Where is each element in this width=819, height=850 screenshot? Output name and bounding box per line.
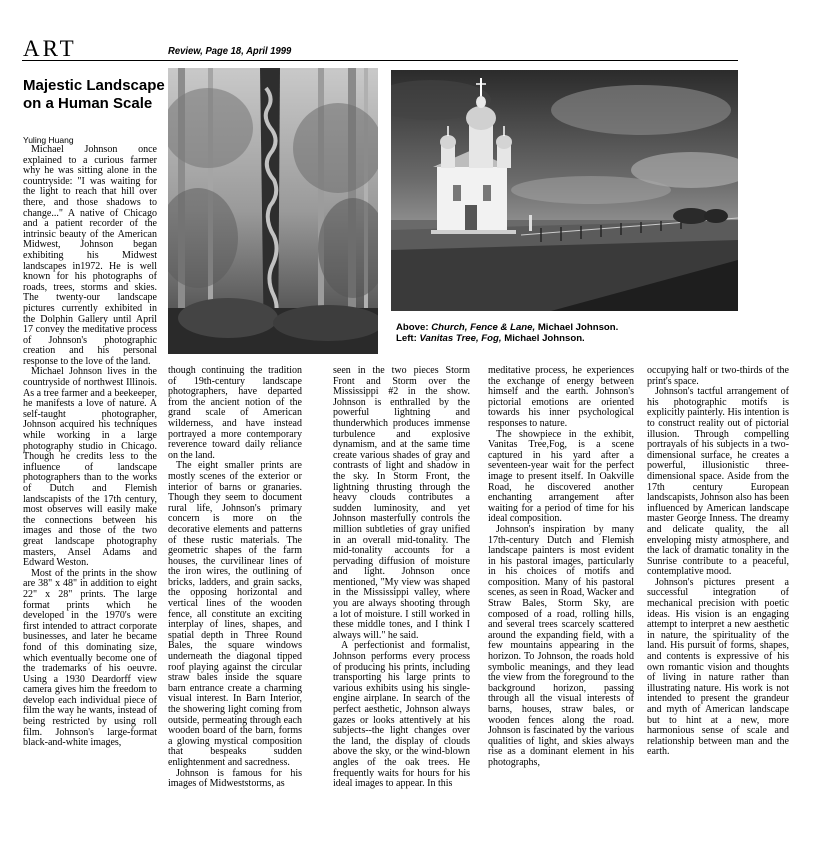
header-rule [22, 60, 738, 61]
church-fence-lane-image [391, 70, 738, 311]
paragraph: meditative process, he experiences the exchange of energy between himself and the earth. Johnson's pictorial emotions are oriented towards his inner psychological responses to nature. [488, 366, 634, 429]
paragraph: The eight smaller prints are mostly scenes of the exterior or interior of barns or granaries. Though they seem to document rural life, Johnson's primary concern is more on the decorative elements and patterns of these rustic materials. The geometric shapes of the farm houses, the curvilinear lines of the iron wires, the outlining of bricks, ladders, and grain sacks, the opposing horizontal and vertical lines of the wooden fence, all constitute an exciting interplay of lines, shapes, and spatial depth in Three Round Bales, the square windows underneath the diagonal tipped roof playing against the circular straw bales inside the square barn entrance create a charming visual interest. In Barn Interior, the showering light coming from outside, permeating through each wooden board of the barn, forms a glowing mystical composition that bespeaks sudden enlightenment and sacredness. [168, 460, 302, 768]
paragraph: Johnson's pictures present a successful integration of mechanical precision with poetic ideas. His vision is an engaging attempt to interpret a new aesthetic in nature, the spirituality of the land. His pursuit of forms, shapes, and contents is expressive of his own romantic vision and thoughts of living in nature rather than illustrating nature. His work is not intended to present the grandeur and myth of American landscape but to hint at a new, more harmonious sense of scale and relationship between man and the earth. [647, 576, 789, 758]
paragraph: occupying half or two-thirds of the print's space. [647, 366, 789, 387]
article-column-3 [333, 366, 470, 844]
paragraph: A perfectionist and formalist, Johnson performs every process of producing his prints, including transporting his large prints to various exhibits using his single-engine airplane. In search of the perfect aesthetic, Johnson always gazes or looks attentively at his subjects--the light changes over the land, the display of clouds above the sky, or the wind-blown angles of the oak trees. He frequently waits for hours for his ideal images to appear. In this [333, 640, 470, 790]
article-column-4 [488, 366, 634, 844]
article-column-2 [168, 366, 302, 844]
caption-left: Left: Vanitas Tree, Fog, Michael Johnson. [396, 333, 585, 344]
paragraph: Most of the prints in the show are 38" x 48" in addition to eight 22" x 28" prints. The large format prints which he developed in the 1970's were first intended to attract corporate businesses, and later he became fond of this dominating size, which eventually become one of the trademarks of his oeuvre. Using a 1930 Deardorff view camera gives him the freedom to develop each individual piece of film the way he wants, instead of being restricted by using roll film. Johnson's large-format black-and-white images, [23, 567, 157, 749]
section-title: ART [23, 36, 77, 61]
issue-info: Review, Page 18, April 1999 [168, 45, 292, 57]
forest-tree-photo [168, 68, 378, 354]
paragraph: seen in the two pieces Storm Front and Storm over the Mississippi #2 in the show. Johnson is enthralled by the powerful lightning and thunderwhich produces immense turbulence and explosive dynamism, and at the same time create various shades of gray and contrasts of light and shadow in the sky. In Storm Front, the lightning thrusting through the heavy clouds contributes a sudden luminosity, and yet Johnson masterfully controls the million subtleties of gray unified in an overall mid-tonality. The mid-tonality accounts for a pervading diffusion of moisture and light. Johnson once mentioned, "My view was shaped in the Mississippi valley, where you are always shooting through a lot of moisture. I still worked in these middle tones, and I think I always will." he said. [333, 366, 470, 641]
paragraph: The showpiece in the exhibit, Vanitas Tree,Fog, is a scene captured in his yard after a seventeen-year wait for the perfect image to present itself. In Oakville Road, he discovered another enchanting arrangement after waiting for a period of time for his ideal composition. [488, 428, 634, 525]
article-column-5 [647, 366, 789, 844]
byline: Yuling Huang [23, 135, 74, 145]
paragraph: Michael Johnson lives in the countryside of northwest Illinois. As a tree farmer and a beekeeper, he manifests a love of nature. A self-taught photographer, Johnson acquired his techniques while working in a large photography studio in Chicago. Though he credits less to the influence of landscape photographers than to the works of Dutch and Flemish landscapists of the 17th century, most observes will easily make the connections between his images and those of the two great landscape photography masters, Ansel Adams and Edward Weston. [23, 366, 157, 569]
paragraph: Johnson's tactful arrangement of his photographic motifs is explicitly painterly. His intention is to construct reality out of pictorial illusion. Through compelling portrayals of his subjects in a two-dimensional surface, he creates a powerful, illusionistic three-dimensional space. Aside from the 17th century European landscapists, Johnson also has been influenced by American landscape master George Inness. The dreamy and delicate quality, the all enveloping misty atmosphere, and the lack of dramatic tonality in the Sunrise contribute to a peaceful, contemplative mood. [647, 386, 789, 578]
paragraph: Michael Johnson once explained to a curious farmer why he was sitting alone in the countryside: "I was waiting for the light to reach that hill over there, and those shadows to change..." A native of Chicago and a patient recorder of the intrinsic beauty of the American Midwest, Johnson began exhibiting his Midwest landscapes in1972. He is well known for his photographs of roads, trees, storms and skies. The twenty-our landscape pictures currently exhibited in the Dolphin Gallery until April 17 convey the meditative process of Johnson's photographic creation and his personal response to the love of the land. [23, 145, 157, 367]
article-column-1 [23, 145, 157, 830]
forest-tree-image [168, 68, 378, 354]
photo-caption [396, 322, 618, 344]
caption-above: Above: Church, Fence & Lane, Michael Johnson. [396, 322, 619, 333]
church-fence-lane-photo [391, 70, 738, 311]
headline: Majestic Landscape on a Human Scale [23, 77, 165, 112]
paragraph: Johnson's inspiration by many 17th-century Dutch and Flemish landscape painters is most evident in his pastoral images, particularly in his choices of motifs and composition. Many of his pastoral scenes, as seen in Road, Wacker and Straw Bales, Storm Sky, are composed of a road, rolling hills, and several trees scarcely scattered around the expanding field, with a few mountains appearing in the horizon. To Johnson, the roads hold symbolic meanings, and they lead the view from the foreground to the background horizon, passing through all the visual interests of barns, houses, straw bales, or wooden fences along the road. Johnson is fascinated by the various qualities of light, and skies always rise as a dominant element in his photographs, [488, 523, 634, 768]
paragraph: Johnson is famous for his images of Midweststorms, as [168, 767, 302, 790]
paragraph: though continuing the tradition of 19th-century landscape photographers, have departed from the ancient notion of the grand scale of American wilderness, and have instead portrayed a more contemporary reverence toward daily reliance on the land. [168, 366, 302, 461]
